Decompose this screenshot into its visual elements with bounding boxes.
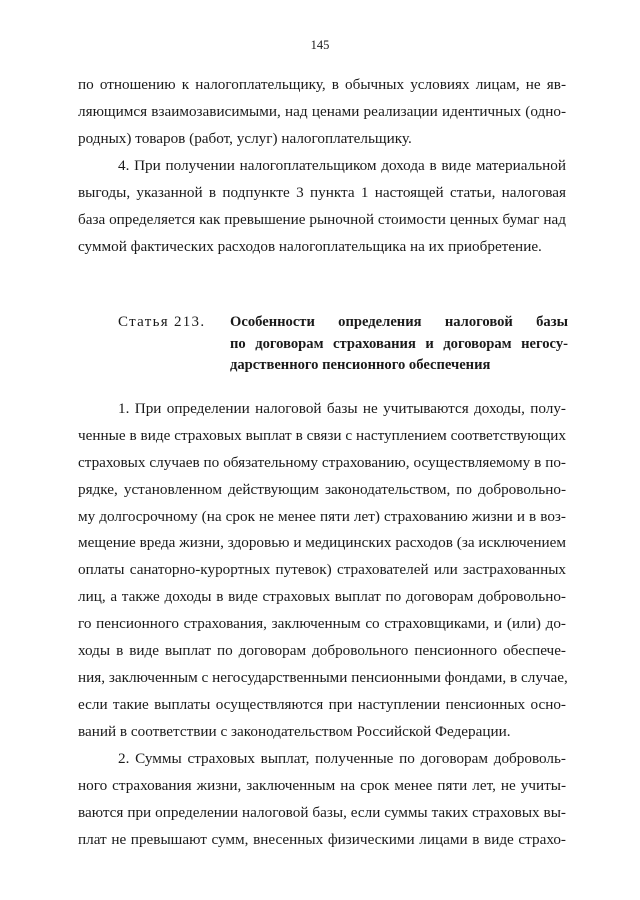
text-line: плат не превышают сумм, внесенных физическими лицами в виде страхо- [78, 830, 566, 848]
text-line: ния, заключенным с негосударственными пенсионными фондами, в случае, [78, 668, 568, 686]
text-line: выгоды, указанной в подпункте 3 пункта 1 настоящей статьи, налоговая [78, 183, 566, 201]
text-line: если такие выплаты осуществляются при наступлении пенсионных осно- [78, 695, 566, 713]
article-title [230, 312, 568, 377]
text-line: страховых случаев по обязательному страхованию, осуществляемому в по- [78, 453, 566, 471]
text-line: 1. При определении налоговой базы не учитываются доходы, полу- [118, 400, 566, 417]
text-line: мещение вреда жизни, здоровью и медицинских расходов (за исключением [78, 534, 566, 552]
text-line: оплаты санаторно-курортных путевок) страхователей или застрахованных [78, 561, 566, 579]
paragraph-4 [78, 153, 566, 261]
text-line: родных) товаров (работ, услуг) налогоплательщику. [78, 129, 412, 147]
text-line: по отношению к налогоплательщику, в обычных условиях лицам, не яв- [78, 76, 566, 93]
page-number: 145 [310, 38, 330, 52]
text-line: база определяется как превышение рыночной стоимости ценных бумаг над [78, 210, 566, 228]
paragraph-1 [78, 396, 566, 746]
text-line: му долгосрочному (на срок не менее пяти лет) страхованию жизни и в воз- [78, 507, 566, 525]
text-line: го пенсионного страхования, заключенным со страховщиками, и (или) до- [78, 615, 566, 633]
text-line: 4. При получении налогоплательщиком дохода в виде материальной [118, 157, 566, 174]
text-line: ваний в соответствии с законодательством Российской Федерации. [78, 722, 511, 740]
text-line: суммой фактических расходов налогоплательщика на их приобретение. [78, 237, 542, 255]
article-title-line: дарственного пенсионного обеспечения [230, 357, 491, 373]
text-line: рядке, установленном действующим законодательством, по добровольно- [78, 480, 566, 498]
article-title-line: по договорам страхования и договорам негосу- [230, 335, 568, 352]
text-line: ваются при определении налоговой базы, если суммы таких страховых вы- [78, 803, 566, 821]
text-line: ходы в виде выплат по договорам добровольного пенсионного обеспече- [78, 642, 566, 660]
paragraph-2 [78, 746, 566, 854]
paragraph-top [78, 72, 566, 153]
article-label: Статья 213. [118, 314, 206, 330]
article-title-line: Особенности определения налоговой базы [230, 314, 568, 330]
text-line: 2. Суммы страховых выплат, полученные по договорам доброволь- [118, 750, 566, 767]
text-line: ного страхования жизни, заключенным на срок менее пяти лет, не учиты- [78, 776, 566, 794]
text-line: лиц, а также доходы в виде страховых выплат по договорам добровольно- [78, 588, 566, 606]
article-heading [118, 312, 568, 377]
text-line: ченные в виде страховых выплат в связи с наступлением соответствующих [78, 426, 566, 444]
text-line: ляющимся взаимозависимыми, над ценами реализации идентичных (одно- [78, 102, 566, 120]
